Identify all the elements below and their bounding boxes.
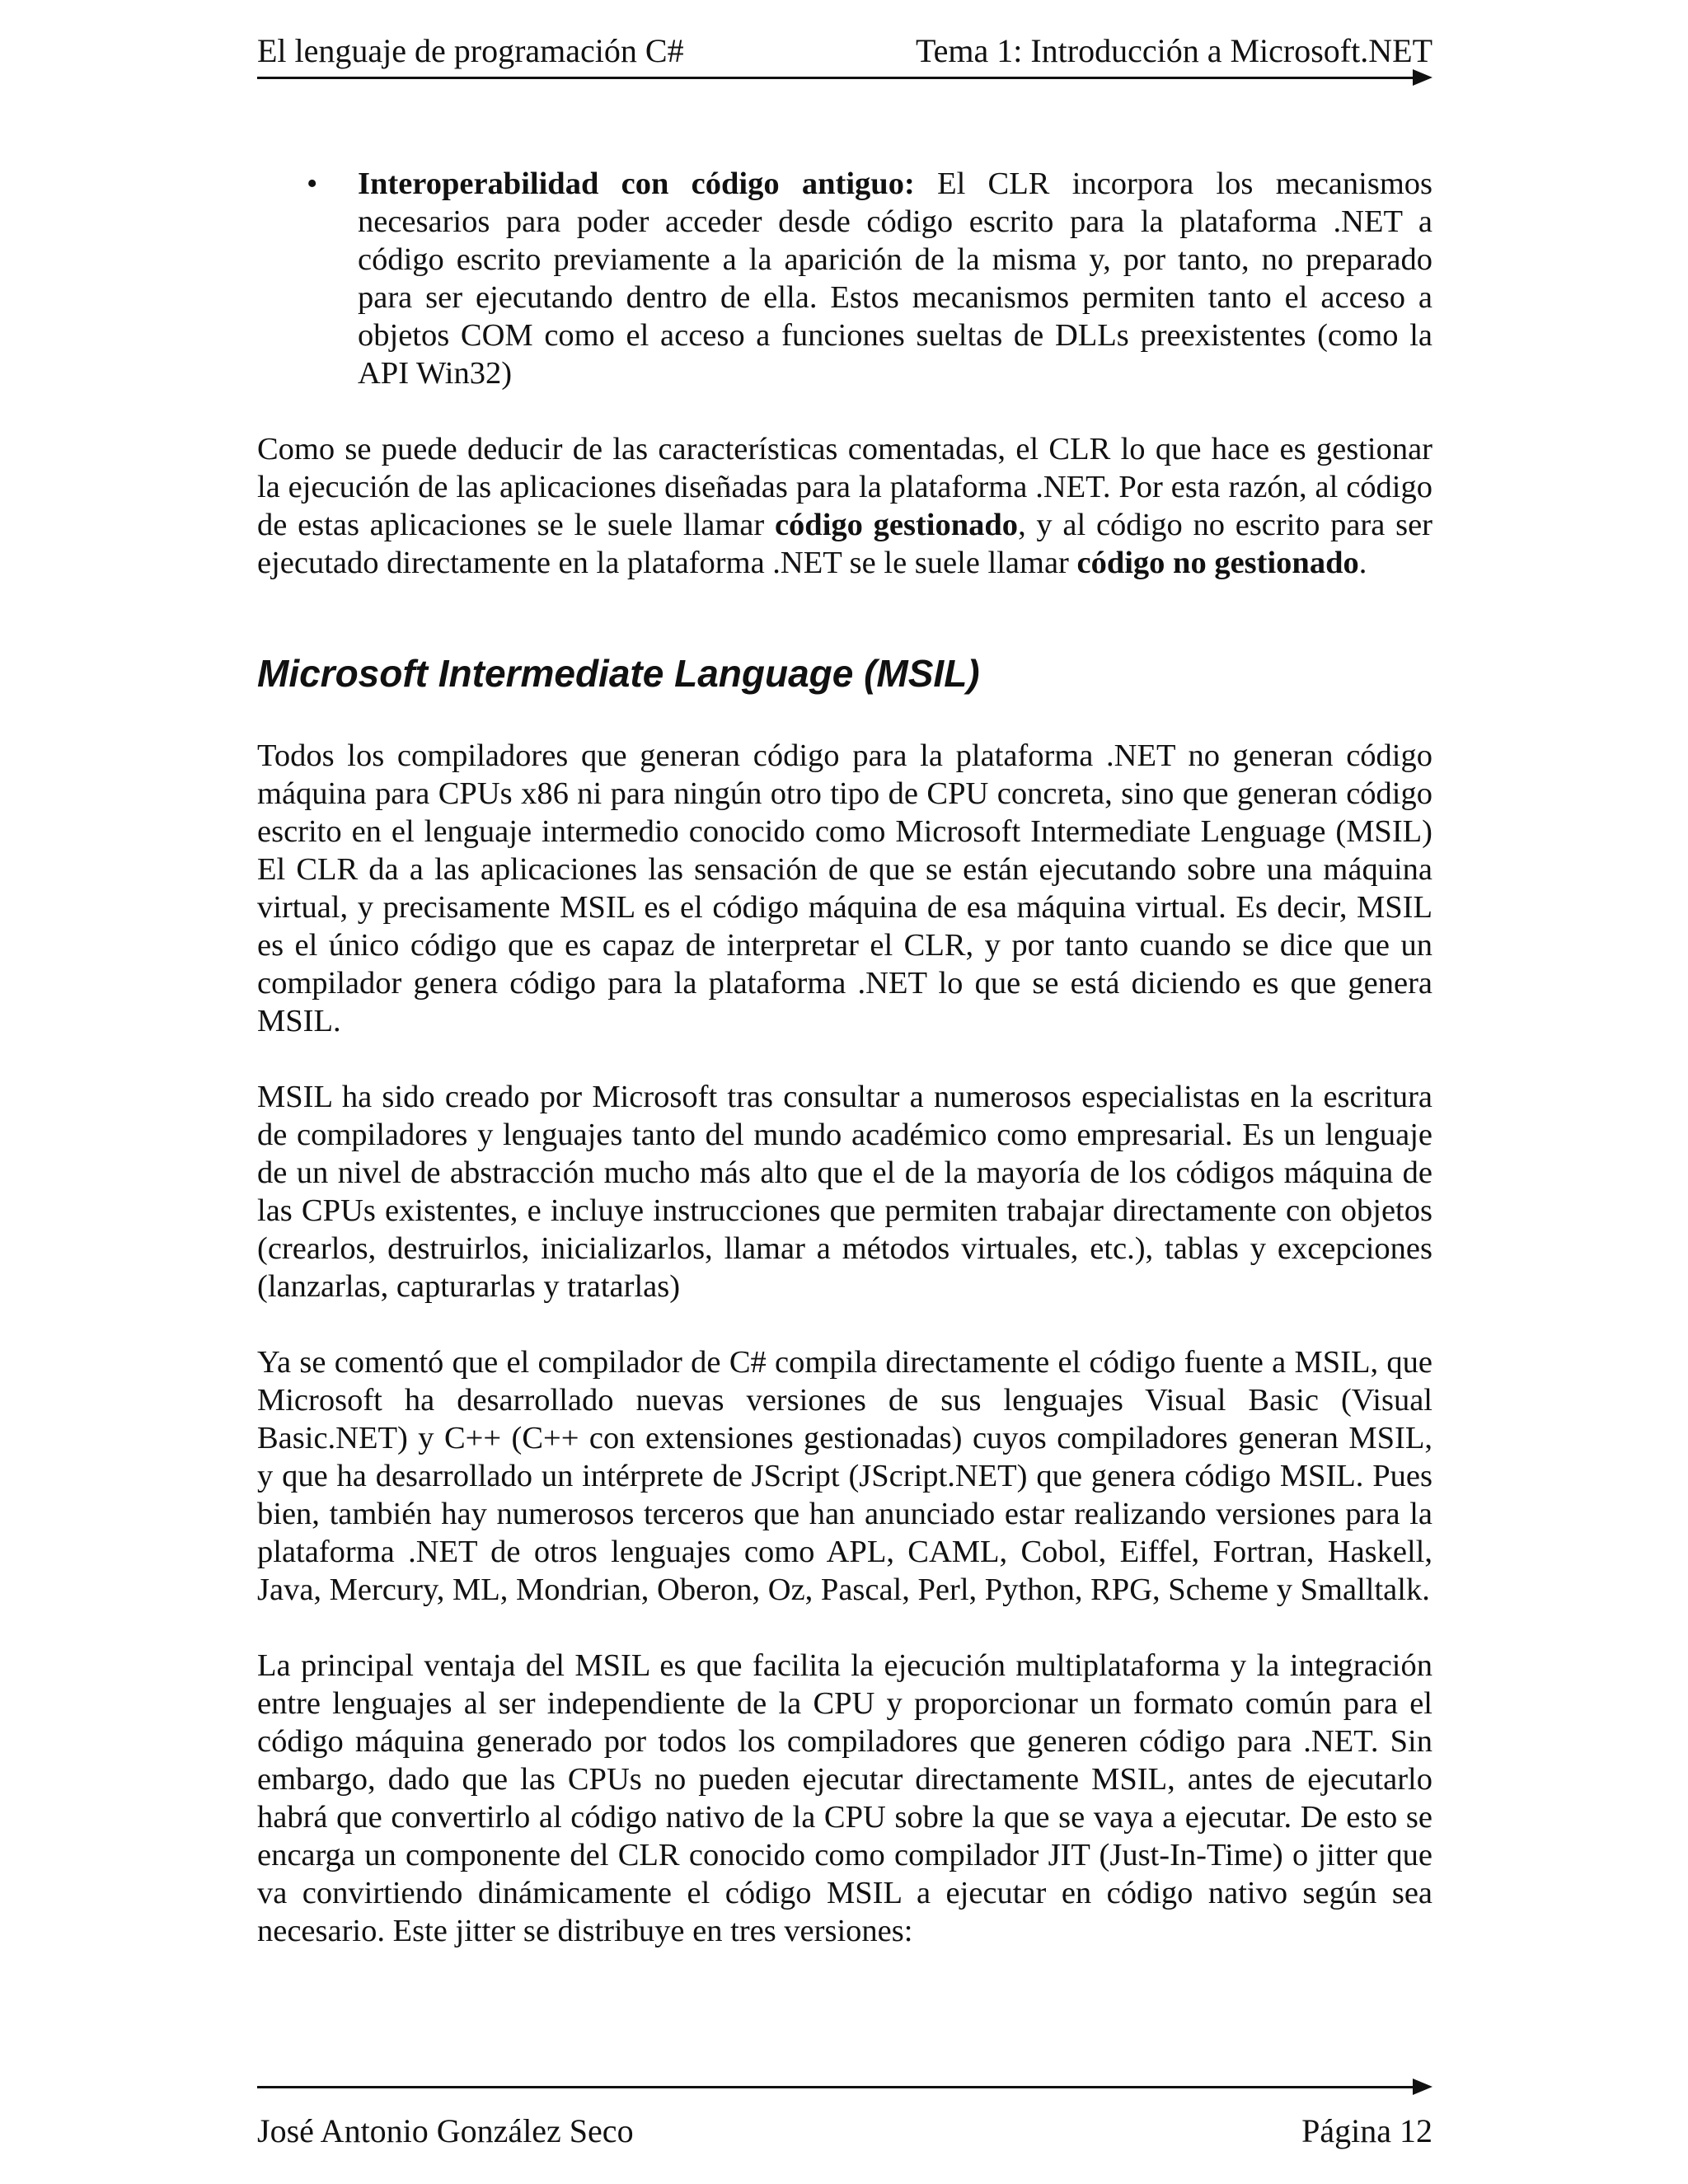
text-run: Como se puede deducir de las características comentadas, el CLR lo que hace es gestionar la ejecución de las aplicaciones diseñadas para la plataforma .NET. Por esta razón, al código de estas aplicaciones se le suele llamar — [257, 432, 1432, 542]
text-run: , y al código no escrito para ser ejecutado directamente en la plataforma .NET se le suele llamar — [257, 508, 1432, 580]
body-paragraph: MSIL ha sido creado por Microsoft tras consultar a numerosos especialistas en la escritura de compiladores y lenguajes tanto del mundo académico como empresarial. Es un lenguaje de un nivel de abstracción mucho más alto que el de la mayoría de los códigos máquina de las CPUs existentes, e incluye instrucciones que permiten trabajar directamente con objetos (crearlos, destruirlos, inicializarlos, llamar a métodos virtuales, etc.), tablas y excepciones (lanzarlas, capturarlas y tratarlas) — [257, 1080, 1432, 1304]
body-paragraph: Todos los compiladores que generan código para la plataforma .NET no generan código máquina para CPUs x86 ni para ningún otro tipo de CPU concreta, sino que generan código escrito en el lenguaje intermedio conocido como Microsoft Intermediate Lenguage (MSIL) El CLR da a las aplicaciones las sensación de que se están ejecutando sobre una máquina virtual, y precisamente MSIL es el código máquina de esa máquina virtual. Es decir, MSIL es el único código que es capaz de interpretar el CLR, y por tanto cuando se dice que un compilador genera código para la plataforma .NET lo que se está diciendo es que genera MSIL. — [257, 738, 1432, 1038]
clr-summary-paragraph — [257, 430, 1432, 582]
page-footer — [257, 2111, 1432, 2151]
header-arrow-icon — [1413, 69, 1432, 86]
section-heading: Microsoft Intermediate Language (MSIL) — [257, 652, 980, 695]
text-run: . — [1358, 546, 1367, 580]
list-item — [257, 165, 1432, 392]
term-unmanaged-code: código no gestionado — [1076, 546, 1359, 580]
bullet-title: Interoperabilidad con código antiguo: — [358, 166, 915, 201]
footer-author: José Antonio González Seco — [257, 2112, 634, 2149]
footer-arrow-icon — [1413, 2079, 1432, 2095]
term-managed-code: código gestionado — [774, 508, 1019, 542]
bullet-icon: • — [307, 166, 318, 201]
page-number: Página 12 — [1301, 2112, 1432, 2149]
bullet-text: El CLR incorpora los mecanismos necesarios para poder acceder desde código escrito para la plataforma .NET a código escrito previamente a la aparición de la misma y, por tanto, no preparado para ser ejecutando dentro de ella. Estos mecanismos permiten tanto el acceso a objetos COM como el acceso a funciones sueltas de DLLs preexistentes (como la API Win32) — [358, 166, 1433, 391]
page-body — [257, 165, 1432, 1950]
body-paragraph: La principal ventaja del MSIL es que facilita la ejecución multiplataforma y la integración entre lenguajes al ser independiente de la CPU y proporcionar un formato común para el código máquina generado por todos los compiladores que generen código para .NET. Sin embargo, dado que las CPUs no pueden ejecutar directamente MSIL, antes de ejecutarlo habrá que convertirlo al código nativo de la CPU sobre la que se vaya a ejecutar. De esto se encarga un componente del CLR conocido como compilador JIT (Just-In-Time) o jitter que va convirtiendo dinámicamente el código MSIL a ejecutar en código nativo según sea necesario. Este jitter se distribuye en tres versiones: — [257, 1648, 1432, 1948]
header-rule — [257, 77, 1428, 79]
header-book-title: El lenguaje de programación C# — [257, 32, 684, 69]
body-paragraph: Ya se comentó que el compilador de C# compila directamente el código fuente a MSIL, que Microsoft ha desarrollado nuevas versiones de sus lenguajes Visual Basic (Visual Basic.NET) y C++ (C++ con extensiones gestionadas) cuyos compiladores generan MSIL, y que ha desarrollado un intérprete de JScript (JScript.NET) que genera código MSIL. Pues bien, también hay numerosos terceros que han anunciado estar realizando versiones para la plataforma .NET de otros lenguajes como APL, CAML, Cobol, Eiffel, Fortran, Haskell, Java, Mercury, ML, Mondrian, Oberon, Oz, Pascal, Perl, Python, RPG, Scheme y Smalltalk. — [257, 1345, 1432, 1607]
page-header — [257, 31, 1432, 71]
bullet-paragraph — [358, 165, 1432, 392]
footer-rule — [257, 2086, 1428, 2088]
header-chapter-title: Tema 1: Introducción a Microsoft.NET — [915, 32, 1432, 69]
